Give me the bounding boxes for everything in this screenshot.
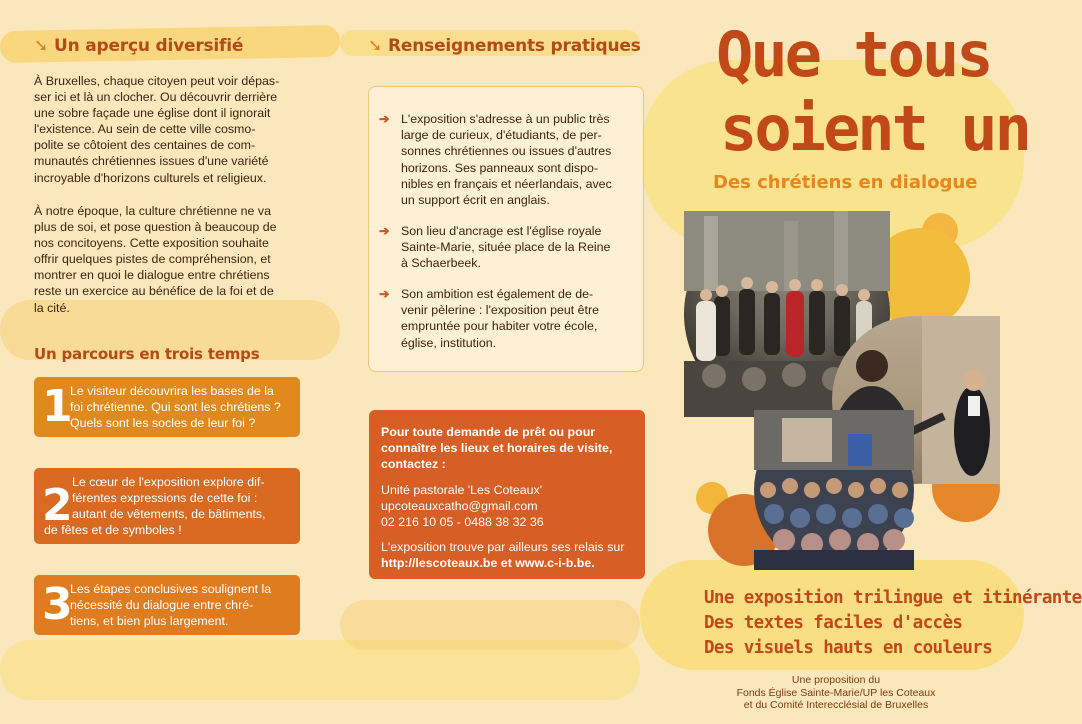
step-text: Le visiteur découvrira les bases de la foi chrétienne. Qui sont les chrétiens ? Quels sont les socles de leur foi ? <box>70 384 281 430</box>
main-title-line-2: soient un <box>720 92 1029 165</box>
contact-heading: Pour toute demande de prêt ou pour connaître les lieux et horaires de visite, contactez : <box>381 425 613 472</box>
contact-phone: 02 216 10 05 - 0488 38 32 36 <box>381 515 544 530</box>
arrow-right-icon: ➔ <box>379 287 390 301</box>
yellow-brush-stroke <box>340 600 640 650</box>
section-title-parcours: Un parcours en trois temps <box>34 345 260 363</box>
section-title-practical: ➘ Renseignements pratiques <box>368 36 641 56</box>
bullet-item: ➔ L'exposition s'adresse à un public très large de curieux, d'étudiants, de per- sonnes chrétiennes ou issues d'autres horizons. Ses panneaux sont dispo- nibles en français et néerlandais, avec un support écrit en anglais. <box>379 112 612 208</box>
photo-assembly-circle <box>754 410 914 570</box>
credit-text: Une proposition du Fonds Église Sainte-Marie/UP les Coteaux et du Comité Interecclésial de Bruxelles <box>736 674 936 711</box>
arrow-right-icon: ➔ <box>379 112 390 126</box>
contact-box <box>369 410 645 579</box>
arrow-down-right-icon: ➘ <box>368 36 383 56</box>
arrow-right-icon: ➔ <box>379 224 390 238</box>
step-card-1 <box>34 377 300 437</box>
section-title-overview: ➘ Un aperçu diversifié <box>34 36 244 56</box>
step-text: Les étapes conclusives soulignent la nécessité du dialogue entre chré- tiens, et bien plus largement. <box>70 582 272 628</box>
step-text: Le cœur de l'exposition explore dif- férentes expressions de cette foi : autant de vêtements, de bâtiments, de fêtes et de symboles ! <box>44 475 266 537</box>
arrow-down-right-icon: ➘ <box>34 36 49 56</box>
bullet-item: ➔ Son lieu d'ancrage est l'église royale Sainte-Marie, située place de la Reine à Schaerbeek. <box>379 224 611 271</box>
tagline-3: Des visuels hauts en couleurs <box>704 638 993 658</box>
step-number: 3 <box>42 579 73 630</box>
relay-links[interactable]: http://lescoteaux.be et www.c-i-b.be. <box>381 556 595 571</box>
contact-email[interactable]: upcoteauxcatho@gmail.com <box>381 498 538 513</box>
subtitle: Des chrétiens en dialogue <box>713 172 978 193</box>
step-number: 2 <box>42 480 73 531</box>
practical-info-box <box>368 86 644 372</box>
contact-org: Unité pastorale 'Les Coteaux' <box>381 482 543 497</box>
bullet-item: ➔ Son ambition est également de de- venir pèlerine : l'exposition peut être empruntée pour habiter votre école, église, institution. <box>379 287 599 350</box>
relay-text: L'exposition trouve par ailleurs ses relais sur <box>381 540 625 555</box>
main-title-line-1: Que tous <box>716 18 991 91</box>
paragraph-culture: À notre époque, la culture chrétienne ne va plus de soi, et pose question à beaucoup de nos concitoyens. Cette exposition souhaite offrir quelques pistes de compréhension, et montrer en quoi le dialogue entre chrétiens reste un exercice au bénéfice de la foi et de la cité. <box>34 204 277 315</box>
tagline-2: Des textes faciles d'accès <box>704 613 963 633</box>
step-number: 1 <box>42 381 73 432</box>
step-card-3 <box>34 575 300 635</box>
tagline-1: Une exposition trilingue et itinérante <box>704 588 1082 608</box>
step-card-2 <box>34 468 300 544</box>
paragraph-overview: À Bruxelles, chaque citoyen peut voir dépas- ser ici et là un clocher. Ou découvrir derrière une sobre façade une église dont il ignorait l'existence. Au sein de cette ville cosmo- polite se côtoient des centaines de com- munautés chrétiennes issues d'une variété incroyable d'horizons culturels et religieux. <box>34 74 280 185</box>
photo-assembly-illustration <box>754 410 914 570</box>
